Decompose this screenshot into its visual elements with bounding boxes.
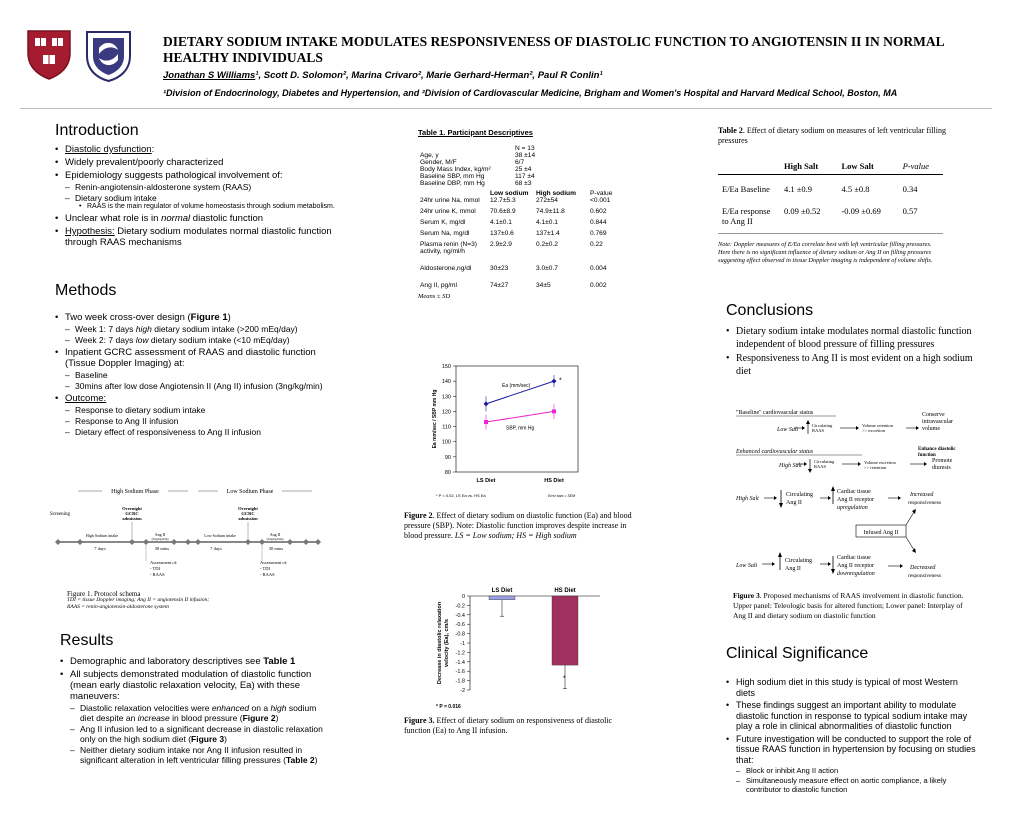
conclusions-heading: Conclusions bbox=[726, 302, 814, 319]
figure-1-caption: Figure 1. Protocol schema bbox=[67, 590, 141, 598]
ang-dose-label: (3ng/kg/min) bbox=[151, 537, 169, 541]
significance-marker: * bbox=[559, 377, 562, 385]
gcrc-label: GCRC bbox=[125, 511, 139, 516]
low-salt-label: Low Salt bbox=[736, 563, 758, 569]
introduction-section bbox=[55, 122, 335, 250]
methods-bullet: • Two week cross-over design (Figure 1) – Week 1: 7 days high dietary sodium intake (>200 mEq/day) – Week 2: 7 days low dietary sodium intake (<10 mEq/day) bbox=[55, 312, 330, 345]
ang-dose-label: (3ng/kg/min) bbox=[266, 537, 284, 541]
clinical-list bbox=[726, 677, 976, 794]
table-1-cell: Gender, M/F bbox=[420, 159, 457, 166]
x-tick-label: LS Diet bbox=[476, 478, 496, 484]
overnight-label: Overnight bbox=[122, 506, 142, 511]
introduction-heading: Introduction bbox=[55, 122, 139, 139]
table-1-cell: 12.7±5.3 bbox=[490, 197, 516, 204]
svg-text:Ang II: Ang II bbox=[785, 566, 801, 572]
results-heading: Results bbox=[60, 632, 114, 649]
table-1-cell: 0.004 bbox=[590, 265, 607, 272]
figure-mechanism-diagram bbox=[734, 404, 974, 584]
table-1-cell: 0.2±0.2 bbox=[536, 241, 558, 248]
figure-1-note: TDI = tissue Doppler imaging; Ang II = angiotensin II infusion; RAAS = renin-angiotensin-aldosterone system bbox=[67, 597, 210, 610]
x-tick-label: HS Diet bbox=[544, 478, 564, 484]
enhance-function-label: Enhance diastolic function bbox=[918, 447, 956, 458]
data-point bbox=[484, 420, 488, 424]
methods-sub-bullet: – Baseline bbox=[65, 370, 330, 380]
svg-text:Circulating: Circulating bbox=[814, 459, 835, 464]
conclusions-bullet: • Dietary sodium intake modulates normal diastolic function independent of blood pressure of filling pressures bbox=[726, 326, 976, 351]
figure-3-chart bbox=[432, 584, 602, 712]
series-label: SBP, mm Hg bbox=[506, 425, 535, 432]
y-tick-label: 0 bbox=[461, 594, 465, 600]
bar bbox=[552, 596, 578, 665]
results-sub-bullet: – Diastolic relaxation velocities were enhanced on a high sodium diet despite an increase in blood pressure (Figure 2) bbox=[70, 703, 330, 723]
table-1-cell: Body Mass Index, kg/m² bbox=[420, 166, 491, 173]
author-first: Jonathan S Williams bbox=[163, 70, 256, 81]
table-1-demo-row bbox=[418, 180, 537, 187]
table-1-row bbox=[418, 204, 614, 215]
table-1-cell: 25 ±4 bbox=[515, 166, 532, 173]
svg-text:Circulating: Circulating bbox=[812, 423, 833, 428]
author-list bbox=[163, 70, 603, 81]
table-1-row bbox=[418, 215, 614, 226]
high-intake-label: High Sodium intake bbox=[85, 533, 119, 538]
table-1-cell: 30±23 bbox=[490, 265, 509, 272]
gcrc-label: GCRC bbox=[241, 511, 255, 516]
methods-bullet: • Inpatient GCRC assessment of RAAS and diastolic function (Tissue Doppler Imaging) at: – Baseline – 30mins after low dose Angiotensin II (Ang II) infusion (3ng/kg/min) bbox=[55, 347, 330, 391]
table-1-cell: 4.1±0.1 bbox=[490, 219, 512, 226]
results-section bbox=[60, 632, 330, 767]
y-tick-label: 80 bbox=[444, 470, 451, 476]
table-2-header: P-value bbox=[902, 161, 929, 171]
methods-sub-bullet: – Week 1: 7 days high dietary sodium intake (>200 mEq/day) bbox=[65, 324, 330, 334]
svg-text:Cardiac tissue: Cardiac tissue bbox=[837, 555, 871, 561]
table-2-rule bbox=[718, 233, 943, 234]
figure-mechanism-caption: Figure 3. Proposed mechanisms of RAAS involvement in diastolic function. Upper panel: Teleologic basis for altered function; Lower panel: Interplay of Ang II and dietary sodium on diastolic function bbox=[733, 591, 964, 620]
svg-text:Ang II receptor: Ang II receptor bbox=[837, 563, 874, 569]
table-1-cell: Aldosterone,ng/dl bbox=[420, 265, 472, 272]
table-1-cell: Age, y bbox=[420, 152, 439, 159]
enhanced-status-title: Enhanced cardiovascular status bbox=[736, 449, 814, 455]
infused-ang-label: Infused Ang II bbox=[863, 530, 899, 536]
figure-2-footnote: * P < 0.02, LS Ea vs. HS Ea bbox=[436, 493, 486, 498]
y-tick-label: -1.4 bbox=[455, 659, 465, 666]
y-tick-label: -1.2 bbox=[455, 650, 465, 657]
table-1-cell: 137±1.4 bbox=[536, 230, 560, 237]
clinical-bullet: • These findings suggest an important ability to modulate diastolic function in response to typical sodium intake may play a role in clinical abnormalities of diastolic function bbox=[726, 700, 976, 732]
methods-list bbox=[55, 312, 330, 437]
y-tick-label: 100 bbox=[441, 439, 451, 446]
screening-label: Screening bbox=[50, 512, 70, 517]
baseline-status-title: "Baseline" cardiovascular status bbox=[736, 410, 814, 416]
svg-text:downregulation: downregulation bbox=[837, 571, 875, 577]
table-1-demo-row bbox=[418, 166, 537, 173]
low-salt-label: Low Salt bbox=[777, 427, 799, 433]
table-1-demo-row bbox=[418, 152, 537, 159]
y-axis-label: Decrease in diastolic relaxationvelocity (Ea), cm/s bbox=[437, 601, 450, 685]
table-1-labs bbox=[418, 190, 614, 289]
table-1-cell: Baseline SBP, mm Hg bbox=[420, 173, 485, 180]
methods-heading: Methods bbox=[55, 282, 117, 299]
svg-text:Circulating: Circulating bbox=[786, 492, 813, 498]
table-1-cell: 24hr urine K, mmol bbox=[420, 208, 476, 215]
author-rest: ¹, Scott D. Solomon², Marina Crivaro², Marie Gerhard-Herman², Paul R Conlin¹ bbox=[255, 70, 603, 81]
y-tick-label: -0.6 bbox=[455, 622, 465, 629]
table-2 bbox=[718, 126, 948, 265]
tdi-label: - TDI bbox=[150, 566, 161, 571]
ang-label: Ang II bbox=[154, 532, 166, 537]
y-tick-label: -0.2 bbox=[455, 603, 465, 610]
y-tick-label: 120 bbox=[441, 409, 451, 416]
hospital-logo bbox=[85, 30, 132, 83]
series-line bbox=[486, 411, 554, 422]
svg-text:Ang II receptor: Ang II receptor bbox=[837, 497, 874, 503]
series-label: Ea (mm/sec) bbox=[502, 383, 531, 390]
table-1-row bbox=[418, 237, 614, 255]
table-1-row bbox=[418, 272, 614, 289]
results-sub-bullet: – Ang II infusion led to a significant decrease in diastolic relaxation only on the high sodium diet (Figure 3) bbox=[70, 724, 330, 744]
table-1-cell: 0.844 bbox=[590, 219, 607, 226]
table-1-cell: 70.6±8.9 bbox=[490, 208, 516, 215]
table-2-cell: 4.1 ±0.9 bbox=[784, 184, 813, 194]
assessment-label: Assessment of: bbox=[260, 560, 288, 565]
table-2-cell: E/Ea response to Ang II bbox=[722, 206, 771, 226]
svg-text:RAAS: RAAS bbox=[812, 428, 825, 433]
svg-text:Circulating: Circulating bbox=[785, 558, 812, 564]
tdi-label: - TDI bbox=[260, 566, 271, 571]
table-2-cell: 0.57 bbox=[902, 206, 918, 216]
assessment-label: Assessment of: bbox=[150, 560, 178, 565]
y-tick-label: 140 bbox=[441, 379, 451, 386]
table-1-cell: Baseline DBP, mm Hg bbox=[420, 180, 485, 187]
x-tick-label: LS Diet bbox=[491, 588, 513, 594]
methods-section bbox=[55, 282, 330, 439]
table-1-cell: Serum Na, mg/dl bbox=[420, 230, 470, 237]
clinical-significance-heading: Clinical Significance bbox=[726, 645, 869, 662]
table-1-cell: Ang II, pg/ml bbox=[420, 282, 458, 289]
y-tick-label: -1 bbox=[460, 641, 465, 647]
table-1-row bbox=[418, 255, 614, 272]
ang-label: Ang II bbox=[269, 532, 281, 537]
table-2-grid bbox=[718, 158, 943, 229]
table-1-cell: 74.9±11.8 bbox=[536, 208, 565, 215]
figure-2-caption: Figure 2. Effect of dietary sodium on diastolic function (Ea) and blood pressure (SBP). Note: Diastolic function improves despite increase in blood pressure. LS = Low sodium; HS = High sodium bbox=[404, 511, 632, 540]
methods-sub-bullet: – Week 2: 7 days low dietary sodium intake (<10 mEq/day) bbox=[65, 335, 330, 345]
table-2-cell: -0.09 ±0.69 bbox=[841, 206, 881, 216]
low-intake-label: Low Sodium intake bbox=[204, 533, 236, 538]
table-1-cell: 137±0.6 bbox=[490, 230, 514, 237]
table-1-cell: 24hr urine Na, mmol bbox=[420, 197, 480, 204]
methods-sub-bullet: – 30mins after low dose Angiotensin II (Ang II) infusion (3ng/kg/min) bbox=[65, 381, 330, 391]
table-1-header: Low sodium bbox=[490, 190, 529, 197]
table-1-cell: 34±5 bbox=[536, 282, 551, 289]
table-2-row bbox=[718, 175, 943, 198]
methods-sub-bullet: – Response to Ang II infusion bbox=[65, 416, 330, 426]
significance-marker: * bbox=[563, 675, 566, 683]
svg-text:Volume retention: Volume retention bbox=[862, 423, 894, 428]
table-1-cell: 38 ±14 bbox=[515, 152, 536, 159]
table-1-cell: 4.1±0.1 bbox=[536, 219, 558, 226]
svg-text:Decreased: Decreased bbox=[910, 565, 936, 571]
table-1-footnote: Means ± SD bbox=[418, 293, 451, 300]
conclusions-bullet: • Responsiveness to Ang II is most evident on a high sodium diet bbox=[726, 353, 976, 378]
intro-bullet: • Hypothesis: Dietary sodium modulates normal diastolic function through RAAS mechanisms bbox=[55, 226, 335, 248]
table-1-header: High sodium bbox=[536, 190, 576, 197]
clinical-significance-section bbox=[726, 645, 976, 796]
clinical-bullet: • High sodium diet in this study is typical of most Western diets bbox=[726, 677, 976, 698]
table-1-cell: 3.0±0.7 bbox=[536, 265, 558, 272]
table-1-cell: 0.22 bbox=[590, 241, 603, 248]
data-point bbox=[552, 379, 557, 384]
svg-text:RAAS: RAAS bbox=[814, 464, 827, 469]
y-tick-label: 130 bbox=[441, 394, 451, 401]
affiliations: ¹Division of Endocrinology, Diabetes and Hypertension, and ²Division of Cardiovascular Medicine, Brigham and Women's Hospital and Harvard Medical School, Boston, MA bbox=[163, 88, 898, 98]
table-2-cell: 0.09 ±0.52 bbox=[784, 206, 821, 216]
table-2-note: Note: Doppler measures of E/Ea correlate best with left ventricular filling pressures. Here there is no significant influence of dietary sodium or Ang II on filling pressures suggesting effect observed in tissue Doppler imaging is independent of volume shifts. bbox=[718, 241, 933, 264]
table-1-header: P-value bbox=[590, 190, 613, 197]
table-1-cell: Plasma renin (N=3) activity, ng/ml/h bbox=[420, 241, 477, 255]
overnight-label: Overnight bbox=[238, 506, 258, 511]
header-divider bbox=[20, 108, 992, 109]
methods-sub-bullet: – Dietary effect of responsiveness to Ang II infusion bbox=[65, 427, 330, 437]
svg-text:Volume excretion: Volume excretion bbox=[864, 460, 896, 465]
table-1-title: Table 1. Participant Descriptives bbox=[418, 128, 533, 137]
results-bullet: • All subjects demonstrated modulation of diastolic function (mean early diastolic relaxation velocity, Ea) with these maneuvers: – Diastolic relaxation velocities were enhanced on a high sodium diet despite an increase in blood pressure (Figure 2) – Ang II infusion led to a significant decrease in diastolic relaxation only on the high sodium diet (Figure 3) – Neither dietary sodium intake nor Ang II infusion resulted in significant alteration in left ventricular filling pressures (Table 2) bbox=[60, 669, 330, 765]
svg-text:>> excretion: >> excretion bbox=[862, 428, 885, 433]
table-1-cell: 0.002 bbox=[590, 282, 607, 289]
y-tick-label: 110 bbox=[442, 424, 451, 431]
table-1-cell: 117 ±4 bbox=[515, 173, 535, 180]
days-label: 7 days bbox=[210, 546, 222, 551]
figure-2-error-note: Error bars = SEM bbox=[548, 494, 576, 498]
intro-sub-bullet: – Renin-angiotensin-aldosterone system (RAAS) bbox=[65, 182, 335, 192]
intro-sub2-bullet: • RAAS is the main regulator of volume homeostasis through sodium metabolism. bbox=[79, 203, 335, 211]
high-salt-label: High Salt bbox=[736, 496, 759, 502]
table-2-cell: 4.5 ±0.8 bbox=[841, 184, 870, 194]
intro-bullet: • Unclear what role is in normal diastolic function bbox=[55, 213, 335, 224]
clinical-sub-bullet: – Simultaneously measure effect on aortic compliance, a likely contributor to diastolic function bbox=[736, 776, 976, 794]
admission-label: admission bbox=[122, 516, 142, 521]
figure-3-caption: Figure 3. Effect of dietary sodium on responsiveness of diastolic function (Ea) to Ang II infusion. bbox=[404, 716, 613, 735]
table-1-cell: 0.769 bbox=[590, 230, 607, 237]
figure-1-protocol-schema bbox=[50, 484, 330, 614]
svg-text:Cardiac tissue: Cardiac tissue bbox=[837, 489, 871, 495]
table-2-header: High Salt bbox=[784, 161, 819, 171]
table-1-demo-row bbox=[418, 173, 537, 180]
conclusions-section bbox=[726, 302, 976, 380]
high-phase-label: High Sodium Phase bbox=[111, 489, 159, 495]
table-2-cell: E/Ea Baseline bbox=[722, 184, 770, 194]
x-tick-label: HS Diet bbox=[554, 588, 576, 594]
data-point bbox=[552, 409, 556, 413]
intro-bullet: • Widely prevalent/poorly characterized bbox=[55, 157, 335, 168]
conclusions-list bbox=[726, 326, 976, 378]
table-2-header: Low Salt bbox=[841, 161, 874, 171]
low-phase-label: Low Sodium Phase bbox=[226, 489, 274, 495]
y-tick-label: -1.6 bbox=[455, 669, 465, 676]
table-2-row bbox=[718, 197, 943, 229]
table-1-cell: 74±27 bbox=[490, 282, 509, 289]
figure-2-chart bbox=[428, 356, 608, 506]
intro-bullet: • Epidemiology suggests pathological involvement of: – Renin-angiotensin-aldosterone system (RAAS) – Dietary sodium intake • RAAS is the main regulator of volume homeostasis through sodium metabolism. bbox=[55, 170, 335, 211]
table-1-cell: <0.001 bbox=[590, 197, 611, 204]
y-tick-label: -0.4 bbox=[455, 612, 465, 619]
figure-3-footnote: * P = 0.016 bbox=[436, 704, 461, 710]
admission-label: admission bbox=[238, 516, 258, 521]
mins-label: 30 mins bbox=[268, 546, 284, 551]
table-1-row bbox=[418, 226, 614, 237]
methods-sub-bullet: – Response to dietary sodium intake bbox=[65, 405, 330, 415]
table-1-demo-row bbox=[418, 159, 537, 166]
harvard-shield-logo bbox=[26, 29, 72, 81]
svg-text:Ang II: Ang II bbox=[786, 500, 802, 506]
raas-label: - RAAS bbox=[260, 572, 275, 577]
table-1-n: N = 13 bbox=[515, 145, 535, 152]
table-1 bbox=[418, 128, 628, 301]
svg-text:>> retention: >> retention bbox=[864, 465, 887, 470]
days-label: 7 days bbox=[94, 546, 106, 551]
promote-label: Promote diuresis bbox=[932, 458, 953, 471]
y-tick-label: -0.8 bbox=[455, 631, 465, 638]
data-point bbox=[484, 401, 489, 406]
table-1-cell: Serum K, mg/dl bbox=[420, 219, 466, 226]
svg-text:upregulation: upregulation bbox=[837, 505, 868, 511]
svg-text:responsiveness: responsiveness bbox=[908, 500, 941, 506]
table-1-cell: 68 ±3 bbox=[515, 180, 532, 187]
conserve-label: Conserve intravascular volume bbox=[922, 412, 953, 432]
table-2-cell: 0.34 bbox=[902, 184, 918, 194]
svg-text:Increased: Increased bbox=[910, 492, 934, 498]
table-2-title: Table 2. Effect of dietary sodium on measures of left ventricular filling pressures bbox=[718, 126, 946, 145]
y-axis-label: Ea mm/sec / SBP mm Hg bbox=[432, 389, 438, 449]
table-1-row bbox=[418, 197, 614, 204]
y-tick-label: 150 bbox=[441, 364, 451, 370]
intro-bullet: • Diastolic dysfunction: bbox=[55, 144, 335, 155]
clinical-sub-bullet: – Block or inhibit Ang II action bbox=[736, 766, 976, 775]
results-list bbox=[60, 656, 330, 765]
methods-bullet: • Outcome: – Response to dietary sodium intake – Response to Ang II infusion – Dietary effect of responsiveness to Ang II infusion bbox=[55, 393, 330, 437]
introduction-list bbox=[55, 144, 335, 248]
svg-text:responsiveness: responsiveness bbox=[908, 573, 941, 579]
table-1-demographics bbox=[418, 145, 537, 187]
y-tick-label: -2 bbox=[460, 688, 465, 694]
poster-title: DIETARY SODIUM INTAKE MODULATES RESPONSIVENESS OF DIASTOLIC FUNCTION TO ANGIOTENSIN II IN NORMAL HEALTHY INDIVIDUALS bbox=[163, 34, 944, 65]
y-tick-label: -1.8 bbox=[455, 678, 465, 685]
results-bullet: • Demographic and laboratory descriptives see Table 1 bbox=[60, 656, 330, 667]
clinical-bullet: • Future investigation will be conducted to support the role of tissue RAAS function in hypertension by focusing on studies that: – Block or inhibit Ang II action – Simultaneously measure effect on aortic compliance, a likely contributor to diastolic function bbox=[726, 734, 976, 795]
bar bbox=[489, 596, 515, 600]
high-salt-label: High Salt bbox=[779, 463, 802, 469]
table-1-cell: 2.9±2.9 bbox=[490, 241, 512, 248]
table-1-cell: 6/7 bbox=[515, 159, 525, 166]
mins-label: 30 mins bbox=[154, 546, 170, 551]
intro-sub-bullet: – Dietary sodium intake • RAAS is the main regulator of volume homeostasis through sodium metabolism. bbox=[65, 193, 335, 211]
table-1-cell: 272±54 bbox=[536, 197, 558, 204]
y-tick-label: 90 bbox=[444, 454, 451, 461]
table-1-cell: 0.602 bbox=[590, 208, 607, 215]
results-sub-bullet: – Neither dietary sodium intake nor Ang II infusion resulted in significant alteration in left ventricular filling pressures (Table 2) bbox=[70, 745, 330, 765]
raas-label: - RAAS bbox=[150, 572, 165, 577]
